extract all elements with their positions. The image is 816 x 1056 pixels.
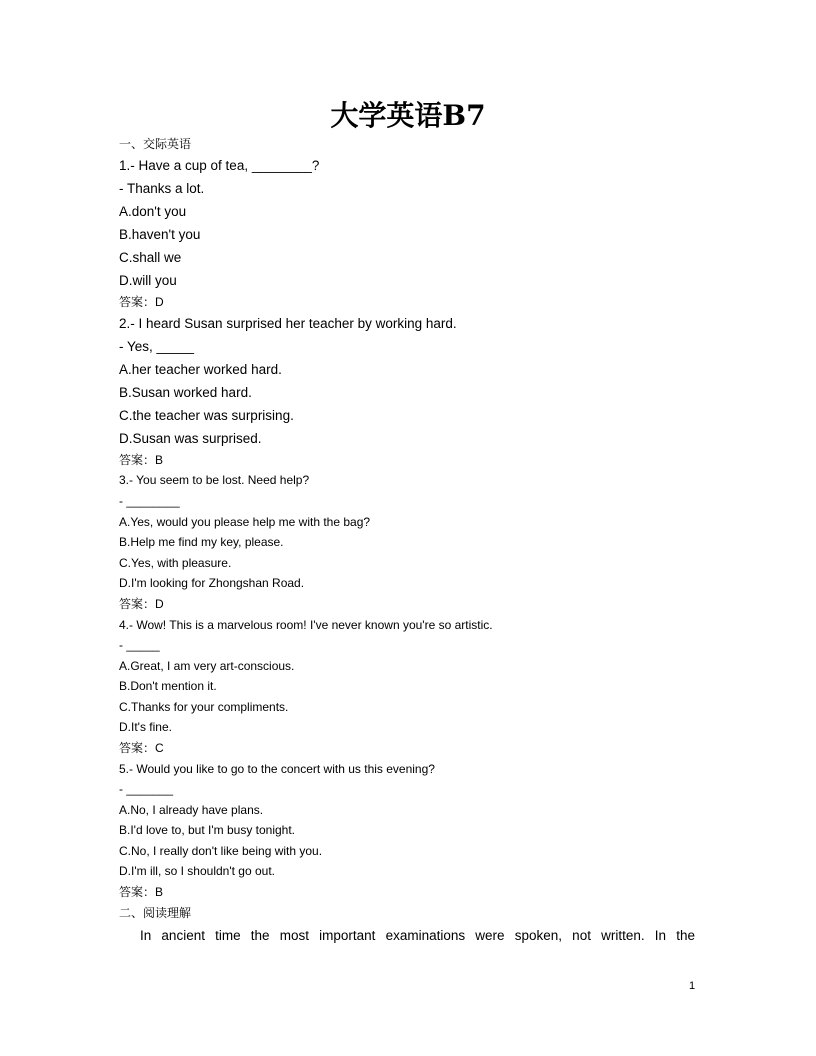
answer: 答案：C — [119, 741, 164, 755]
option-a: A.Great, I am very art-conscious. — [119, 659, 295, 673]
option-a: A.No, I already have plans. — [119, 803, 264, 817]
option-d: D.will you — [119, 273, 177, 288]
question-reply: - _____ — [119, 638, 160, 652]
question-reply: - Thanks a lot. — [119, 181, 205, 196]
option-b: B.Help me find my key, please. — [119, 535, 284, 549]
option-a: A.don't you — [119, 204, 187, 219]
option-a: A.her teacher worked hard. — [119, 362, 282, 377]
option-d: D.It's fine. — [119, 720, 172, 734]
question-reply: - Yes, _____ — [119, 339, 195, 354]
question-stem: 5.- Would you like to go to the concert with us this evening? — [119, 762, 435, 776]
document-title: 大学英语B7 — [330, 99, 486, 132]
option-b: B.Don't mention it. — [119, 679, 217, 693]
option-d: D.I'm ill, so I shouldn't go out. — [119, 864, 275, 878]
question-stem: 4.- Wow! This is a marvelous room! I've never known you're so artistic. — [119, 618, 493, 632]
option-c: C.shall we — [119, 250, 182, 265]
option-c: C.the teacher was surprising. — [119, 408, 294, 423]
question-stem: 2.- I heard Susan surprised her teacher by working hard. — [119, 316, 457, 331]
answer: 答案：B — [119, 885, 164, 899]
reading-passage: In ancient time the most important examinations were spoken, not written. In the — [140, 928, 695, 943]
option-c: C.No, I really don't like being with you. — [119, 844, 323, 858]
option-c: C.Thanks for your compliments. — [119, 700, 289, 714]
option-a: A.Yes, would you please help me with the bag? — [119, 515, 371, 529]
section-heading-dialogue: 一、交际英语 — [119, 137, 192, 151]
option-b: B.Susan worked hard. — [119, 385, 252, 400]
answer: 答案：D — [119, 597, 164, 611]
answer: 答案：B — [119, 453, 164, 467]
page-number: 1 — [689, 980, 696, 992]
answer: 答案：D — [119, 295, 164, 309]
question-stem: 1.- Have a cup of tea, ________? — [119, 158, 320, 173]
question-stem: 3.- You seem to be lost. Need help? — [119, 473, 310, 487]
option-b: B.haven't you — [119, 227, 201, 242]
section-heading-reading: 二、阅读理解 — [119, 906, 192, 920]
question-reply: - ________ — [119, 494, 180, 508]
question-reply: - _______ — [119, 782, 174, 796]
option-c: C.Yes, with pleasure. — [119, 556, 232, 570]
option-b: B.I'd love to, but I'm busy tonight. — [119, 823, 296, 837]
option-d: D.I'm looking for Zhongshan Road. — [119, 576, 305, 590]
option-d: D.Susan was surprised. — [119, 431, 262, 446]
